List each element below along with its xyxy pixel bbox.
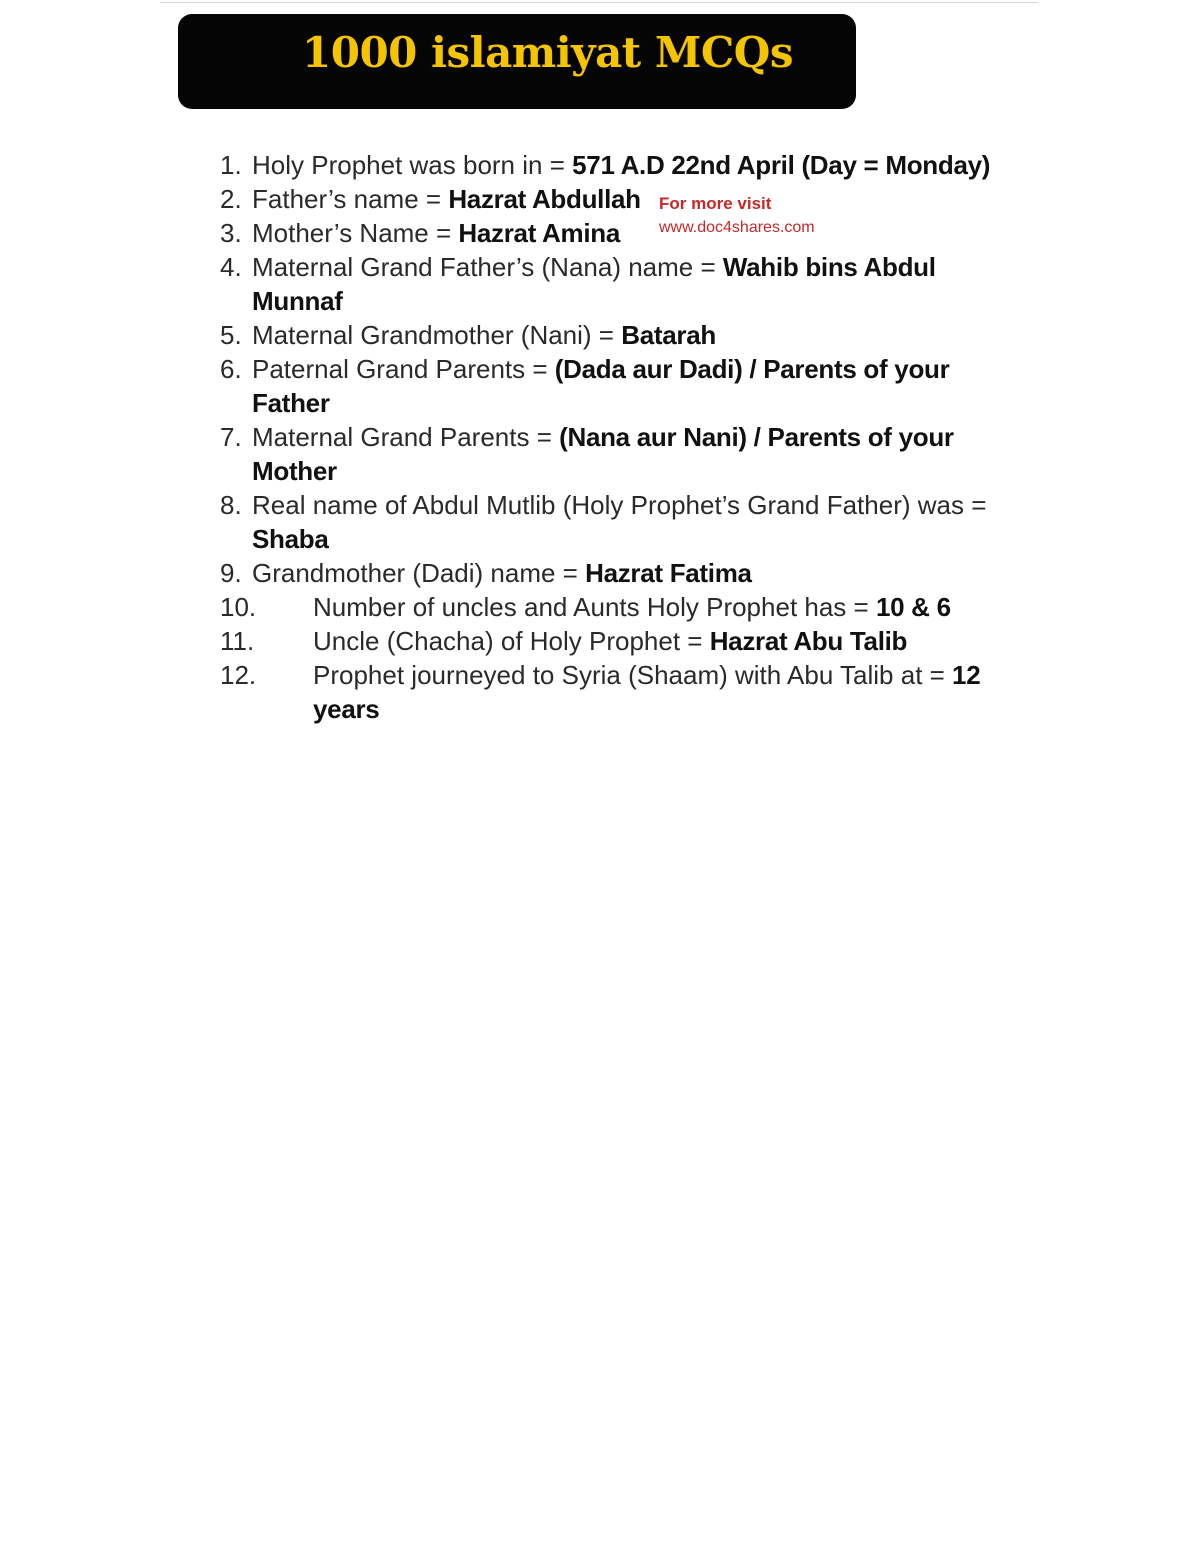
mcq-number: 1.: [220, 150, 242, 180]
page-title: 1000 islamiyat MCQs: [302, 28, 793, 77]
mcq-item: [220, 182, 1000, 216]
mcq-question: Maternal Grandmother (Nani) =: [252, 320, 622, 350]
mcq-item: [220, 420, 1000, 488]
mcq-item: [220, 488, 1000, 556]
mcq-answer: Hazrat Abu Talib: [709, 626, 908, 656]
mcq-item: [220, 148, 1000, 182]
mcq-answer: Shaba: [252, 524, 329, 554]
mcq-question: Maternal Grand Parents =: [252, 422, 560, 452]
mcq-question: Mother’s Name =: [252, 218, 459, 248]
mcq-answer: (Dada aur Dadi) / Parents of your Father: [252, 354, 950, 418]
mcq-item: [220, 658, 1000, 726]
mcq-answer: Hazrat Abdullah: [448, 184, 641, 214]
mcq-question: Real name of Abdul Mutlib (Holy Prophet’s Grand Father) was =: [252, 490, 987, 520]
mcq-question: Prophet journeyed to Syria (Shaam) with Abu Talib at =: [313, 660, 953, 690]
mcq-answer: Batarah: [621, 320, 716, 350]
mcq-number: 4.: [220, 252, 242, 282]
mcq-item: [220, 216, 1000, 250]
mcq-item: [220, 590, 1000, 624]
mcq-item: [220, 318, 1000, 352]
mcq-item: [220, 352, 1000, 420]
mcq-question: Father’s name =: [252, 184, 449, 214]
mcq-number: 11.: [220, 626, 255, 656]
watermark-url: www.doc4shares.com: [659, 219, 815, 236]
mcq-answer: 12 years: [313, 660, 981, 724]
mcq-number: 12.: [220, 660, 257, 690]
mcq-answer: 571 A.D 22nd April (Day = Monday): [572, 150, 991, 180]
mcq-question: Paternal Grand Parents =: [252, 354, 555, 384]
mcq-number: 6.: [220, 354, 242, 384]
mcq-question: Number of uncles and Aunts Holy Prophet has =: [313, 592, 876, 622]
mcq-answer: Hazrat Amina: [458, 218, 620, 248]
mcq-question: Grandmother (Dadi) name =: [252, 558, 586, 588]
title-banner: [178, 14, 856, 109]
watermark-line-1: For more visit: [659, 194, 772, 213]
top-rule: [160, 2, 1038, 3]
mcq-list: [220, 148, 1000, 726]
mcq-answer: 10 & 6: [875, 592, 951, 622]
mcq-item: [220, 250, 1000, 318]
mcq-item: [220, 556, 1000, 590]
mcq-number: 8.: [220, 490, 242, 520]
mcq-answer: (Nana aur Nani) / Parents of your Mother: [252, 422, 954, 486]
mcq-number: 7.: [220, 422, 242, 452]
mcq-question: Uncle (Chacha) of Holy Prophet =: [313, 626, 710, 656]
mcq-item: [220, 624, 1000, 658]
mcq-question: Maternal Grand Father’s (Nana) name =: [252, 252, 723, 282]
mcq-number: 2.: [220, 184, 242, 214]
mcq-number: 5.: [220, 320, 242, 350]
mcq-answer: Hazrat Fatima: [585, 558, 752, 588]
mcq-answer: Wahib bins Abdul Munnaf: [252, 252, 936, 316]
mcq-number: 10.: [220, 592, 257, 622]
mcq-number: 3.: [220, 218, 242, 248]
mcq-number: 9.: [220, 558, 242, 588]
mcq-question: Holy Prophet was born in =: [252, 150, 573, 180]
